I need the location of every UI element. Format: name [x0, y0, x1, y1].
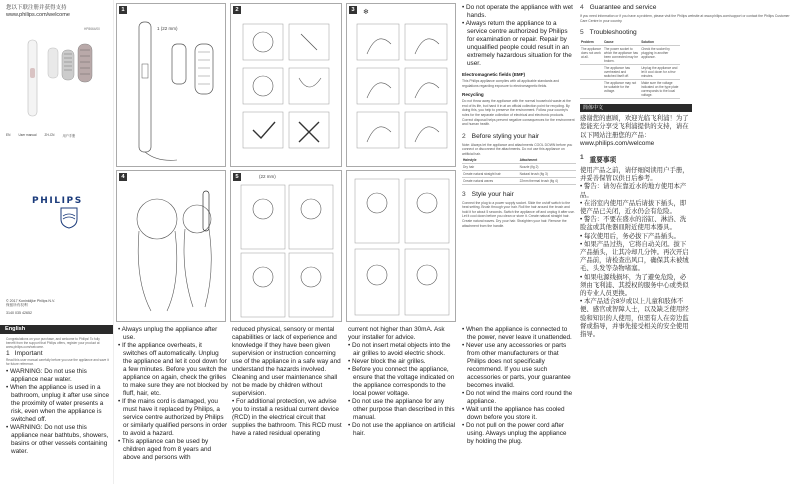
figure-panel-3 — [346, 3, 456, 167]
table-row: Create natural waves 22mm thermal brush (fig 4) — [462, 177, 576, 184]
warning-item: • When the appliance is used in a bathroom, unplug it after use since the proximity of water presents a risk, even when the appliance is switched off. — [6, 384, 110, 423]
svg-text:❄: ❄ — [363, 9, 369, 16]
table-row: The appliance does not work at all. The power socket to which the appliance has been connected may be broken. Check the socket by plugging in another appliance. — [580, 46, 680, 65]
section-title-before-styling: 2 Before styling your hair — [462, 132, 540, 140]
safety-list — [462, 4, 576, 68]
warning-item: • WARNING: Do not use this appliance near water. — [6, 368, 87, 383]
section-title-troubleshooting: 5 Troubleshooting — [580, 29, 637, 37]
figure-number: 2 — [233, 6, 241, 14]
text-column-3 — [232, 326, 344, 484]
cn-section-title: 1 重要事项 — [580, 154, 617, 164]
text-column-4 — [348, 326, 458, 484]
safety-item: • This appliance can be used by children aged from 8 years and above and persons with — [118, 438, 212, 461]
safety-item: • Do not operate the appliance with wet hands. — [462, 4, 573, 19]
figure-panel-4 — [116, 170, 226, 322]
section-title-guarantee: 4 Guarantee and service — [580, 4, 657, 11]
safety-item: • Never use any accessories or parts from other manufacturers or that Philips does not specifically recommend. If you use such accessories or parts, your guarantee becomes invalid. — [462, 342, 571, 389]
styler-diagram-illustration — [117, 4, 227, 168]
cn-item: • 每次使用后，务必拔下产品插头。 — [580, 232, 680, 240]
cn-item: • 本产品适合8岁或以上儿童和肢体不便、感官或智障人士，以及缺乏使用经验和知识的人使用，但需有人在旁边监督或指导，并事先接受相关的安全使用指导。 — [580, 298, 689, 339]
rights-line: 保留所有权利 — [6, 303, 28, 308]
table-header-row: Hairstyle Attachment — [462, 157, 576, 164]
figure-panel-1 — [116, 3, 226, 167]
warning-list — [6, 368, 110, 456]
hair-styling-illustration-4 — [117, 171, 227, 323]
figure-panel-6 — [346, 170, 456, 322]
safety-item: • Do not use the appliance for any other purpose than described in this manual. — [348, 398, 455, 421]
style-hair-text: Connect the plug to a power supply socket. Slide the on/off switch to the heat setting. Brush through your hair. Roll the hair around the brush and hold it for about 5 seconds. Switch the appliance off and unplug it after use. Let it cool down before you clean or store it. Create natural straight hair. Create natural waves. Dry your hair. Straighten your hair. Remove the attachment from the handle. — [462, 200, 575, 228]
model-code: HP8664/00 — [84, 27, 100, 31]
table-row: The appliance may not be suitable for the voltage. Make sure the voltage indicated on the type plate corresponds to the local voltage. — [580, 80, 680, 99]
cover-header — [6, 5, 70, 18]
text-column-7 — [580, 4, 792, 484]
table-header-row: Problem Cause Solution — [580, 39, 680, 46]
safety-item: • If the appliance overheats, it switches off automatically. Unplug the appliance and let it cool down for a few minutes. Before you switch the appliance on again, check the grilles to make sure they are not blocked by fluff, hair, etc. — [118, 342, 228, 397]
english-intro — [6, 337, 110, 456]
safety-item: • Do not wind the mains cord round the appliance. — [462, 390, 573, 405]
safety-item: • Do not insert metal objects into the air grilles to avoid electric shock. — [348, 342, 451, 357]
recycling-heading: Recycling — [462, 92, 484, 98]
emf-text: This Philips appliance complies with all applicable standards and regulations regarding exposure to electromagnetic fields. — [462, 79, 560, 88]
figure-panel-5 — [230, 170, 342, 322]
cover-panel — [0, 0, 114, 484]
section-number: 1 — [6, 350, 10, 357]
figure-panel-2 — [230, 3, 342, 167]
manual-lang-en: EN — [6, 133, 11, 137]
guarantee-text: If you need information or if you have a problem, please visit the Philips website at www.philips.com/support or contact the Philips Customer Care Centre in your country. — [580, 14, 790, 23]
cn-item: • 如果产品过热，它将自动关闭。拔下产品插头，让其冷却几分钟。再次开启产品前，请检查出风口，确保其未被绒毛、头发等杂物堵塞。 — [580, 240, 689, 273]
section-title: Important — [14, 350, 43, 357]
language-bar-english: English — [0, 325, 114, 334]
table-row: Create natural straight hair Natural brush (fig 3) — [462, 170, 576, 177]
figure-number: 4 — [119, 173, 127, 181]
safety-item: • If the mains cord is damaged, you must have it replaced by Philips, a service centre authorized by Philips or similarly qualified persons in order to avoid a hazard. — [118, 398, 228, 437]
cn-item: • 警告：请勿在靠近水的地方使用本产品。 — [580, 183, 687, 199]
cn-intro: 感谢您的惠顾，欢迎光临飞利浦！为了您能充分享受飞利浦提供的支持，请在以下网站注册您的产品： — [580, 115, 689, 139]
hair-styler-product-image — [10, 28, 108, 124]
intro-text: Congratulations on your purchase, and welcome to Philips! To fully benefit from the support that Philips offers, register your product at www.philips.com/welcome. — [6, 337, 100, 349]
figure-caption: 1 (22 mm) — [157, 26, 178, 31]
text-column-2 — [118, 326, 228, 484]
cn-list — [580, 167, 692, 339]
philips-shield-icon — [60, 207, 78, 229]
safety-item: • Wait until the appliance has cooled down before you store it. — [462, 406, 565, 421]
attachment-table — [462, 157, 576, 185]
cn-url: www.philips.com/welcome — [580, 139, 655, 147]
register-url: www.philips.com/welcome — [6, 11, 70, 18]
before-styling-text: Note: Always let the appliance and attachments COOL DOWN before you connect or disconnect the attachments. Do not use this appliance on artificial hair. — [462, 142, 573, 156]
read-note: Read this user manual carefully before you use the appliance and save it for future reference. — [6, 358, 109, 366]
safety-paragraph: reduced physical, sensory or mental capabilities or lack of experience and knowledge if they have been given supervision or instruction concerning use of the appliance in a safe way and understand the hazards involved. Cleaning and user maintenance shall not be made by children without supervision. — [232, 326, 341, 397]
safety-item: • Before you connect the appliance, ensure that the voltage indicated on the appliance corresponds to the local power voltage. — [348, 366, 455, 397]
cn-item: • 在浴室内使用产品后请拔下插头，即使产品已关闭，近水仍会有危险。 — [580, 199, 687, 216]
safety-text — [348, 326, 458, 438]
figure-number: 5 — [233, 173, 241, 181]
text-column-5 — [462, 326, 574, 484]
philips-logo: PHILIPS — [32, 196, 83, 206]
recycling-text: Do not throw away the appliance with the normal household waste at the end of its life, but hand it in at an official collection point for recycling. By doing this, you help to preserve the environment. Follow your country's rules for the separate collection of electrical and electronic products. Correct disposal helps prevent negative consequences for the environment and human health. — [462, 99, 575, 127]
copyright-block — [6, 299, 55, 315]
safety-item: • Always return the appliance to a service centre authorized by Philips for examination or repair. Repair by unqualified people could result in an extremely hazardous situation for the user. — [462, 20, 572, 67]
section-title-important — [6, 352, 110, 356]
language-bar-chinese: 简体中文 — [580, 104, 692, 112]
table-row: Dry hair Nozzle (fig 2) — [462, 163, 576, 170]
cn-item: • 如果电源线损坏，为了避免危险，必须由飞利浦、其授权的服务中心或类似的专业人员更换。 — [580, 273, 689, 298]
safety-list — [462, 326, 574, 446]
manual-lang-zh: ZH-CN — [44, 133, 55, 137]
hair-styling-illustration-6 — [347, 171, 457, 323]
doc-number: 3140 035 42652 — [6, 310, 32, 315]
troubleshooting-table — [580, 39, 680, 99]
safety-item: • Always unplug the appliance after use. — [118, 326, 218, 341]
figure-number: 1 — [119, 6, 127, 14]
safety-item: • Do not pull on the power cord after using. Always unplug the appliance by holding the plug. — [462, 422, 567, 445]
table-row: The appliance has overheated and switched itself off. Unplug the appliance and let it cool down for a few minutes. — [580, 65, 680, 80]
section-title-style-hair: 3 Style your hair — [462, 190, 514, 198]
figure-number: 3 — [349, 6, 357, 14]
safety-item: • When the appliance is connected to the power, never leave it unattended. — [462, 326, 572, 341]
chinese-section — [580, 115, 692, 339]
manual-label-zh: 用户手册 — [62, 134, 76, 138]
safety-paragraph: • For additional protection, we advise you to install a residual current device (RCD) in the electrical circuit that supplies the bathroom. This RCD must have a rated residual operating — [232, 398, 342, 437]
text-column-6 — [462, 4, 576, 324]
brushing-steps-illustration — [347, 4, 457, 168]
safety-list — [118, 326, 228, 462]
manual-language-row — [6, 133, 112, 138]
cn-paragraph: 使用产品之前，请仔细阅读用户手册，并妥善保管以供日后参考。 — [580, 167, 689, 183]
safety-text — [232, 326, 344, 438]
attachment-steps-illustration — [231, 4, 343, 168]
register-line-cn: 您以下联注册并获得支持 — [6, 5, 67, 11]
warning-item: • WARNING: Do not use this appliance near bathtubs, showers, basins or other vessels containing water. — [6, 424, 109, 455]
safety-item: • Never block the air grilles. — [348, 358, 426, 365]
safety-item: • Do not use the appliance on artificial hair. — [348, 422, 456, 437]
hair-styling-illustration-5 — [231, 171, 343, 323]
cn-item: • 警告：不要在盛水的浴缸、淋浴、洗脸盆或其他器皿附近使用本器具。 — [580, 216, 687, 232]
manual-label-en: User manual — [18, 133, 37, 137]
safety-paragraph: current not higher than 30mA. Ask your installer for advice. — [348, 326, 445, 341]
figure-caption: (22 mm) — [259, 174, 276, 179]
copyright-line: © 2017 Koninklijke Philips N.V. — [6, 299, 56, 303]
emf-heading: Electromagnetic fields (EMF) — [462, 72, 526, 77]
